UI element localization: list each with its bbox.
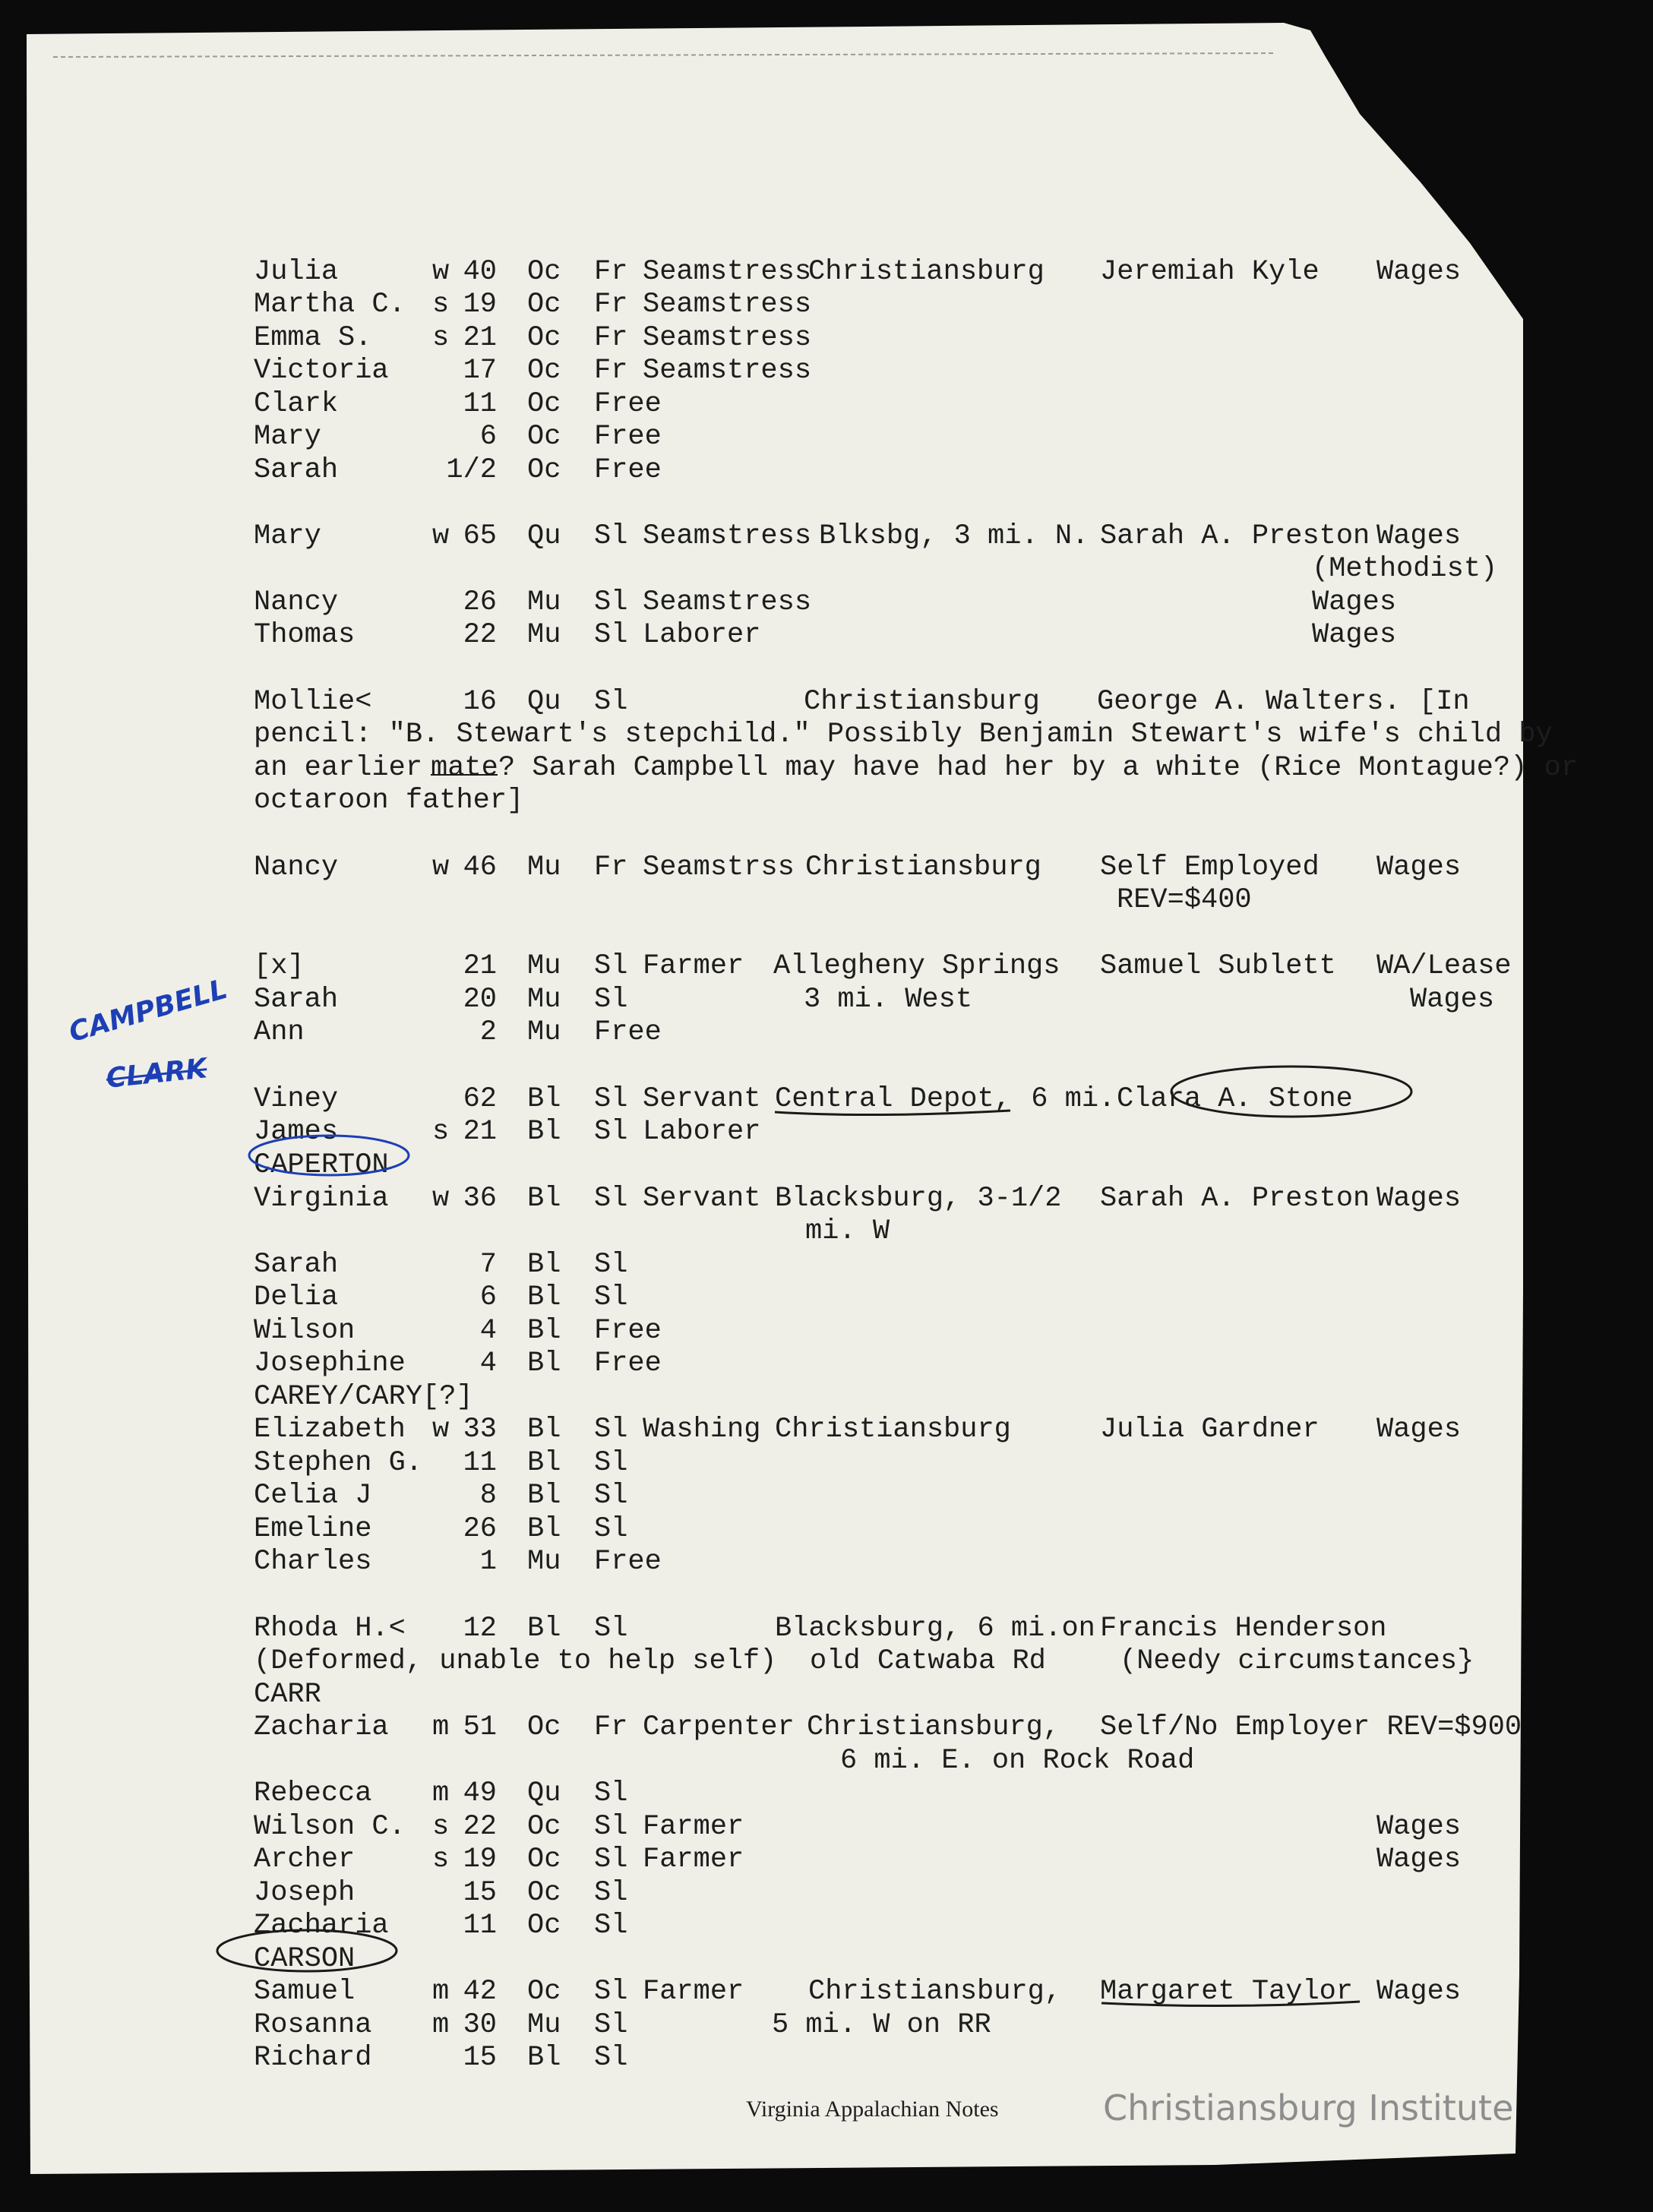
row-name: Mary [254,520,321,552]
row-age: 21 [463,1116,497,1148]
row-name: Archer [254,1844,356,1875]
surname-heading: CARSON [254,1943,356,1975]
row-color: Qu [527,1778,561,1809]
row-rel: s [432,1116,450,1148]
row-age: 11 [463,388,497,420]
row-name: Josephine [254,1348,406,1379]
row-status: Fr [594,322,628,354]
row-color: Oc [527,1844,561,1875]
row-name: Rebecca [254,1778,372,1809]
row-name: Julia [254,256,339,288]
row-status: Sl [594,686,628,718]
row-status: Sl [594,1083,628,1115]
row-name: Nancy [254,586,339,618]
row-residence: Christiansburg [775,1414,1011,1446]
row-color: Bl [527,1183,561,1215]
row-note-start: [In [1419,686,1470,718]
row-note-underlined: mate [431,752,498,784]
row-status: Sl [594,619,628,651]
row-name: Elizabeth [254,1414,406,1446]
surname-heading: CAPERTON [254,1149,389,1181]
row-name: Thomas [254,619,356,651]
row-name: Rosanna [254,2009,372,2041]
row-rel: s [432,1844,450,1875]
row-rel: m [432,1778,450,1809]
row-rel: s [432,322,450,354]
row-rel: w [432,520,450,552]
row-age: 2 [479,1016,497,1048]
row-age: 6 [479,1281,497,1313]
row-residence: Blacksburg, 3-1/2 [775,1183,1062,1215]
row-color: Oc [527,1910,561,1942]
row-color: Mu [527,984,561,1016]
row-note: pencil: "B. Stewart's stepchild." Possibly Benjamin Stewart's wife's child by [254,719,1553,750]
row-name: Virginia [254,1183,389,1215]
row-age: 46 [463,852,497,883]
row-status: Free [594,1348,662,1379]
row-name: Stephen G. [254,1447,423,1479]
row-color: Mu [527,619,561,651]
row-color: Mu [527,1546,561,1578]
row-occupation: Servant [643,1183,761,1215]
row-color: Bl [527,1083,561,1115]
row-pay: Wages [1376,1414,1462,1446]
row-occupation: Seamstrss [643,852,795,883]
row-status: Sl [594,1480,628,1512]
row-color: Oc [527,1877,561,1909]
row-residence: Christiansburg, [808,1976,1062,2008]
row-residence: Central Depot, [775,1083,1011,1115]
row-color: Oc [527,388,561,420]
row-age: 16 [463,686,497,718]
row-color: Bl [527,1249,561,1281]
row-age: 4 [479,1315,497,1347]
row-rel: w [432,256,450,288]
row-name: Sarah [254,454,339,486]
row-color: Oc [527,289,561,321]
row-residence: Christiansburg, [807,1711,1060,1743]
row-residence: 5 mi. W on RR [772,2009,991,2041]
row-occupation: Farmer [643,1844,744,1875]
row-color: Oc [527,256,561,288]
row-name: Nancy [254,852,339,883]
row-status: Sl [594,2042,628,2074]
row-occupation: Seamstress [643,289,812,321]
row-residence: Allegheny Springs [773,950,1060,982]
row-age: 11 [463,1910,497,1942]
row-color: Bl [527,1414,561,1446]
row-status: Sl [594,1613,628,1645]
row-age: 15 [463,1877,497,1909]
row-color: Oc [527,1811,561,1843]
row-color: Mu [527,950,561,982]
row-name: Viney [254,1083,339,1115]
row-status: Sl [594,1844,628,1875]
row-age: 8 [479,1480,497,1512]
row-pay: Wages [1312,619,1397,651]
row-status: Sl [594,1281,628,1313]
row-color: Bl [527,1281,561,1313]
row-name: Joseph [254,1877,356,1909]
row-age: 22 [463,619,497,651]
row-status: Fr [594,355,628,387]
row-occupation: Carpenter [643,1711,795,1743]
row-name: Delia [254,1281,339,1313]
row-color: Bl [527,1613,561,1645]
row-residence: 3 mi. West [804,984,973,1016]
row-age: 26 [463,1513,497,1545]
row-note: ? Sarah Campbell may have had her by a white (Rice Montague?) or [498,752,1579,784]
row-residence: old Catwaba Rd [810,1645,1046,1677]
row-occupation: Seamstress [643,355,812,387]
row-color: Mu [527,852,561,883]
row-status: Sl [594,1811,628,1843]
row-color: Bl [527,1513,561,1545]
row-status: Free [594,454,662,486]
row-residence: 6 mi. [1014,1083,1116,1115]
clark-struck-annotation: CLARK [104,1053,209,1095]
row-occupation: Laborer [643,619,761,651]
row-rel: w [432,1414,450,1446]
row-status: Sl [594,1116,628,1148]
row-color: Oc [527,322,561,354]
row-name: Emeline [254,1513,372,1545]
row-status: Free [594,1016,662,1048]
row-age: 42 [463,1976,497,2008]
row-rel: m [432,1711,450,1743]
row-status: Free [594,388,662,420]
row-color: Oc [527,1711,561,1743]
row-color: Mu [527,1016,561,1048]
row-rel: w [432,1183,450,1215]
row-name: Wilson C. [254,1811,406,1843]
row-status: Sl [594,1447,628,1479]
row-age: 36 [463,1183,497,1215]
row-status: Fr [594,289,628,321]
row-status: Sl [594,1778,628,1809]
row-employer: Jeremiah Kyle [1100,256,1320,288]
row-rel: s [432,1811,450,1843]
row-employer: Francis Henderson [1100,1613,1387,1645]
row-color: Qu [527,520,561,552]
row-name: Sarah [254,984,339,1016]
row-name: Clark [254,388,339,420]
row-color: Oc [527,454,561,486]
row-employer: Samuel Sublett [1100,950,1336,982]
surname-heading: CARR [254,1679,321,1711]
row-status: Sl [594,1414,628,1446]
row-employer: George A. Walters. [1097,686,1401,718]
row-residence: Blacksburg, 6 mi.on [775,1613,1095,1645]
row-employer: Clara A. Stone [1117,1083,1353,1115]
row-pay: Wages [1410,984,1495,1016]
row-occupation: Laborer [643,1116,761,1148]
row-status: Fr [594,852,628,883]
row-name: Rhoda H.< [254,1613,406,1645]
row-name-note: (Deformed, unable to help self) [254,1645,777,1677]
row-color: Oc [527,1976,561,2008]
row-employer-note: (Methodist) [1312,553,1498,585]
row-color: Bl [527,1447,561,1479]
row-rel: m [432,2009,450,2041]
row-color: Bl [527,1480,561,1512]
row-name: Zacharia [254,1910,389,1942]
row-age: 21 [463,322,497,354]
row-occupation: Farmer [643,1811,744,1843]
row-status: Sl [594,950,628,982]
row-name: Charles [254,1546,372,1578]
row-note: octaroon father] [254,785,524,817]
row-age: 26 [463,586,497,618]
row-occupation: Washing [643,1414,761,1446]
row-occupation: Seamstress [643,322,812,354]
row-name: Celia J [254,1480,372,1512]
row-color: Mu [527,586,561,618]
row-employer-note: (Needy circumstances} [1120,1645,1474,1677]
row-age: 51 [463,1711,497,1743]
row-color: Oc [527,421,561,453]
row-name: Zacharia [254,1711,389,1743]
row-occupation: Farmer [643,1976,744,2008]
row-status: Sl [594,1183,628,1215]
row-status: Free [594,1546,662,1578]
row-color: Bl [527,1116,561,1148]
row-rel: m [432,1976,450,2008]
row-color: Qu [527,686,561,718]
row-color: Mu [527,2009,561,2041]
row-employer: Sarah A. Preston [1100,1183,1370,1215]
surname-heading: CAREY/CARY[?] [254,1381,473,1413]
row-status: Fr [594,1711,628,1743]
row-age: 30 [463,2009,497,2041]
row-age: 21 [463,950,497,982]
row-occupation: Farmer [643,950,744,982]
watermark: Christiansburg Institute [1103,2087,1514,2128]
row-occupation: Seamstress [643,256,812,288]
row-status: Sl [594,2009,628,2041]
row-note: an earlier [254,752,440,784]
row-status: Sl [594,1249,628,1281]
row-name: Samuel [254,1976,356,2008]
row-residence: Christiansburg [805,852,1041,883]
row-pay: Wages [1312,586,1397,618]
row-residence: Blksbg, 3 mi. N. [819,520,1089,552]
campbell-annotation: CAMPBELL [65,973,231,1049]
row-name: James [254,1116,339,1148]
row-color: Bl [527,1315,561,1347]
row-age: 1 [479,1546,497,1578]
row-residence: 6 mi. E. on Rock Road [840,1745,1195,1777]
row-status: Sl [594,1976,628,2008]
row-name: Mary [254,421,321,453]
row-age: 12 [463,1613,497,1645]
row-age: 65 [463,520,497,552]
row-status: Fr [594,256,628,288]
row-rel: s [432,289,450,321]
row-employer: Self Employed [1100,852,1320,883]
row-pay: Wages [1376,852,1462,883]
row-employer-note: REV=$400 [1117,884,1252,916]
row-pay: Wages [1376,1976,1462,2008]
row-employer: Sarah A. Preston [1100,520,1370,552]
row-residence: Christiansburg [808,256,1045,288]
row-employer: Self/No Employer REV=$900 [1100,1711,1522,1743]
row-pay: Wages [1376,520,1462,552]
row-name: Wilson [254,1315,356,1347]
row-name: Richard [254,2042,372,2074]
row-pay: Wages [1376,1844,1462,1875]
row-status: Sl [594,1910,628,1942]
row-age: 17 [463,355,497,387]
row-age: 15 [463,2042,497,2074]
row-age: 40 [463,256,497,288]
row-color: Bl [527,2042,561,2074]
row-age: 62 [463,1083,497,1115]
row-name: Ann [254,1016,305,1048]
row-name: Martha C. [254,289,406,321]
row-pay: Wages [1376,1811,1462,1843]
row-name: Mollie< [254,686,372,718]
row-employer: Julia Gardner [1100,1414,1320,1446]
row-residence: mi. W [805,1215,890,1247]
row-occupation: Seamstress [643,520,812,552]
row-age: 49 [463,1778,497,1809]
row-age: 33 [463,1414,497,1446]
row-age: 19 [463,289,497,321]
row-residence: Christiansburg [804,686,1040,718]
row-color: Oc [527,355,561,387]
row-color: Bl [527,1348,561,1379]
row-pay: WA/Lease [1376,950,1512,982]
row-pay: Wages [1376,256,1462,288]
row-status: Free [594,421,662,453]
row-age: 22 [463,1811,497,1843]
row-name: Emma S. [254,322,372,354]
row-age: 19 [463,1844,497,1875]
row-age: 11 [463,1447,497,1479]
row-status: Sl [594,984,628,1016]
footer-title: Virginia Appalachian Notes [746,2097,999,2122]
row-age: 7 [479,1249,497,1281]
row-occupation: Servant [643,1083,761,1115]
row-age: 4 [479,1348,497,1379]
row-status: Sl [594,1513,628,1545]
row-name: Victoria [254,355,389,387]
row-status: Sl [594,586,628,618]
row-age: 20 [463,984,497,1016]
row-age: 1/2 [446,454,497,486]
row-age: 6 [479,421,497,453]
row-pay: Wages [1376,1183,1462,1215]
row-rel: w [432,852,450,883]
row-status: Free [594,1315,662,1347]
row-status: Sl [594,1877,628,1909]
row-status: Sl [594,520,628,552]
row-employer: Margaret Taylor [1100,1976,1354,2008]
row-name: [x] [254,950,305,982]
row-occupation: Seamstress [643,586,812,618]
row-name: Sarah [254,1249,339,1281]
